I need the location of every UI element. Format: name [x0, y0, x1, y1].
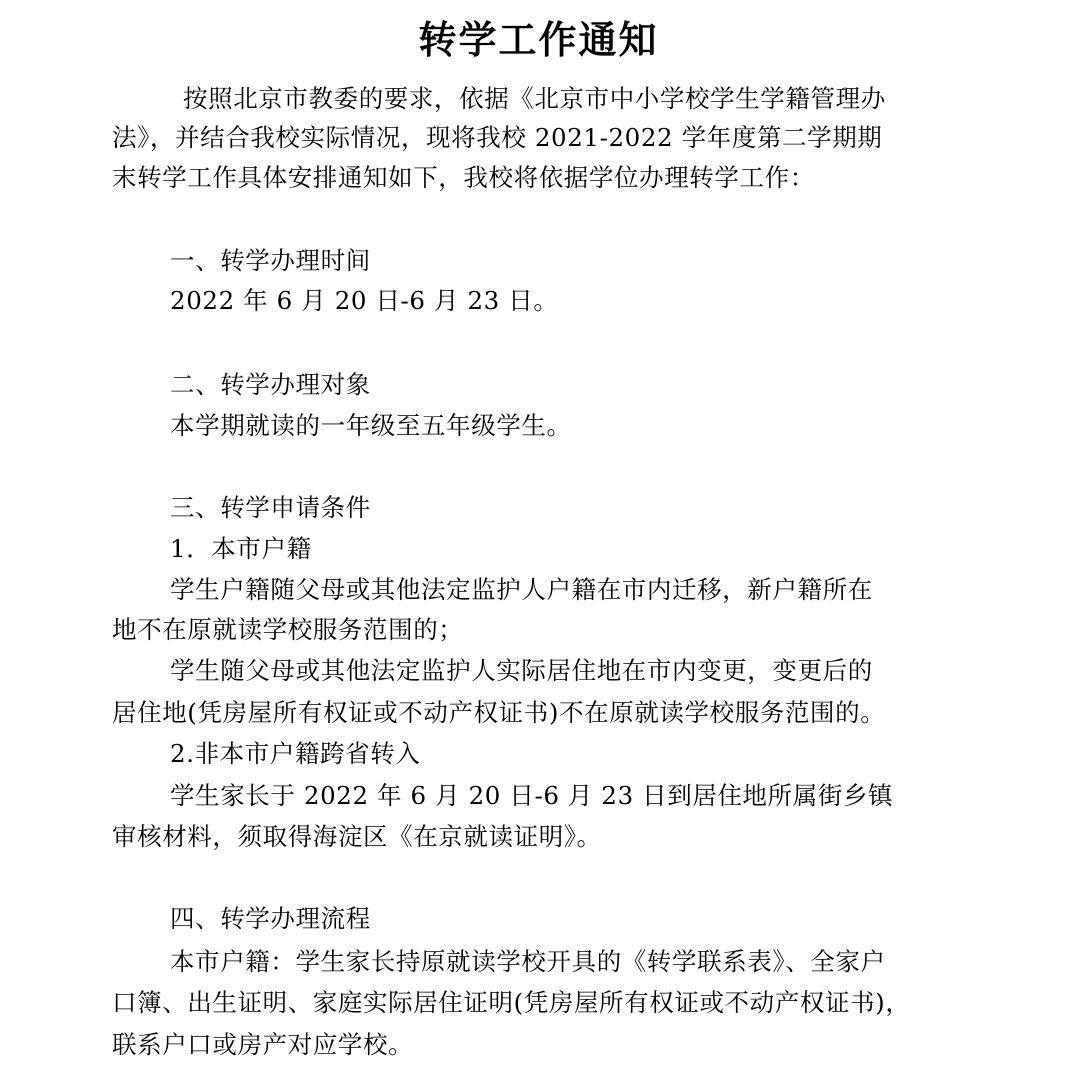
section-heading-target: 二、转学办理对象 — [170, 370, 371, 399]
condition-2-line-1: 学生随父母或其他法定监护人实际居住地在市内变更，变更后的 — [170, 656, 873, 685]
intro-line-1: 按照北京市教委的要求，依据《北京市中小学校学生学籍管理办 — [183, 84, 886, 113]
document-title: 转学工作通知 — [418, 18, 659, 62]
section-body-target: 本学期就读的一年级至五年级学生。 — [170, 411, 572, 440]
process-line-1: 本市户籍：学生家长持原就读学校开具的《转学联系表》、全家户 — [170, 947, 886, 976]
condition-1-line-1: 学生户籍随父母或其他法定监护人户籍在市内迁移，新户籍所在 — [170, 575, 873, 604]
condition-2-line-2: 居住地(凭房屋所有权证或不动产权证书)不在原就读学校服务范围的。 — [112, 698, 886, 727]
intro-line-2: 法》，并结合我校实际情况，现将我校 2021-2022 学年度第二学期期 — [112, 123, 883, 152]
condition-1-line-2: 地不在原就读学校服务范围的； — [112, 615, 464, 644]
section-heading-process: 四、转学办理流程 — [170, 904, 371, 933]
section-heading-conditions: 三、转学申请条件 — [170, 493, 371, 522]
process-line-2: 口簿、出生证明、家庭实际居住证明(凭房屋所有权证或不动产权证书)， — [112, 988, 911, 1017]
condition-3-line-2: 审核材料，须取得海淀区《在京就读证明》。 — [112, 822, 602, 851]
intro-line-3: 末转学工作具体安排通知如下，我校将依据学位办理转学工作： — [112, 163, 815, 192]
condition-3-line-1: 学生家长于 2022 年 6 月 20 日-6 月 23 日到居住地所属街乡镇 — [170, 781, 894, 810]
section-heading-time: 一、转学办理时间 — [170, 246, 371, 275]
section-body-time: 2022 年 6 月 20 日-6 月 23 日。 — [170, 286, 559, 315]
process-line-3: 联系户口或房产对应学校。 — [112, 1030, 414, 1059]
subheading-nonlocal-hukou: 2.非本市户籍跨省转入 — [170, 739, 421, 768]
subheading-local-hukou: 1．本市户籍 — [170, 534, 312, 563]
